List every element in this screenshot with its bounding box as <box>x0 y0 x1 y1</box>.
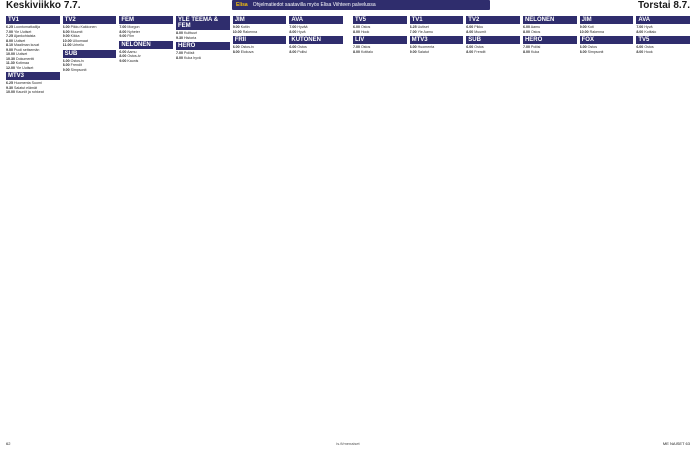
program-time: 8.00 <box>62 63 70 67</box>
program-time: 7.00 <box>176 51 184 55</box>
program-time: 10.00 <box>232 29 242 34</box>
channel-header: TV5 <box>353 16 407 24</box>
program-title: Ostos-tv <box>70 58 85 63</box>
program-item <box>6 66 60 71</box>
program-time: 7.00 <box>352 45 360 49</box>
program-title: Ostos <box>297 45 307 49</box>
program-item <box>119 59 173 64</box>
program-time: 9.00 <box>62 34 70 38</box>
program-time: 10.00 <box>6 52 15 56</box>
program-time: 8.00 <box>119 54 127 58</box>
program-item <box>353 30 407 35</box>
channel-header: NELONEN <box>523 16 577 24</box>
program-title: Ostos <box>360 25 371 29</box>
channel-header: TV1 <box>6 16 60 24</box>
program-title: Kikka <box>70 34 80 38</box>
listing-column <box>466 14 520 438</box>
program-time: 6.25 <box>409 25 417 29</box>
program-title: Simpsonit <box>70 67 87 72</box>
elisa-logo: Elisa <box>236 2 248 8</box>
channel-header: MTV3 <box>6 72 60 80</box>
channel-header: SUB <box>63 50 117 58</box>
program-item <box>580 50 634 55</box>
program-time: 8.00 <box>636 29 644 34</box>
program-title: Hyvä <box>297 29 306 34</box>
program-time: 7.00 <box>289 25 297 29</box>
program-title: Kaunis <box>127 58 139 63</box>
program-time: 9.30 <box>6 85 13 90</box>
program-time: 7.00 <box>522 45 530 49</box>
program-title: Uutiset <box>417 25 429 29</box>
channel-header: KUTONEN <box>289 36 343 44</box>
program-time: 8.00 <box>522 29 530 34</box>
program-title: Rakenna <box>589 29 605 34</box>
program-time: 6.00 <box>466 45 474 49</box>
program-item <box>6 90 60 95</box>
program-title: Ostos <box>587 45 598 49</box>
channel-header: SUB <box>466 36 520 44</box>
program-time: 10.00 <box>62 38 72 43</box>
program-item <box>523 50 577 55</box>
footer-right-page: 63 <box>685 441 690 446</box>
program-time: 8.00 <box>62 29 70 34</box>
program-title: Maailman kuvat <box>14 43 40 47</box>
channel-header: FOX <box>580 36 634 44</box>
program-title: Yle Uutiset <box>15 65 34 70</box>
program-time: 8.00 <box>466 49 474 54</box>
program-time: 8.00 <box>176 31 184 35</box>
program-time: 7.00 <box>6 29 13 34</box>
program-time: 10.30 <box>6 56 15 61</box>
program-item <box>466 30 520 35</box>
program-title: Koti <box>587 25 594 29</box>
page-footer <box>0 441 696 450</box>
channel-header: AVA <box>289 16 343 24</box>
program-title: Puoli seitsemän <box>14 47 40 52</box>
program-time: 8.00 <box>352 29 360 34</box>
program-time: 7.00 <box>409 29 417 34</box>
program-title: Nyheter <box>127 29 140 34</box>
program-time: 6.00 <box>119 49 127 54</box>
program-time: 6.00 <box>62 25 70 29</box>
program-item <box>233 30 287 35</box>
program-title: Kauniit ja rohkeat <box>16 90 44 94</box>
program-title: Ostos <box>644 45 654 49</box>
ad-banner[interactable] <box>232 0 490 10</box>
program-time: 8.10 <box>6 43 13 47</box>
program-title: Kotitalo <box>360 49 373 54</box>
program-time: 9.00 <box>119 34 127 38</box>
channel-header: MTV3 <box>410 36 464 44</box>
program-title: Yle Aamu <box>417 29 433 34</box>
channel-header: TV2 <box>466 16 520 24</box>
program-item <box>176 36 230 41</box>
spread-gutter <box>346 14 350 438</box>
program-title: Elokuva <box>240 49 254 54</box>
program-title: Historia <box>184 35 197 40</box>
program-title: Aamu <box>127 49 137 54</box>
program-title: Poliisi <box>297 49 307 54</box>
program-item <box>466 50 520 55</box>
program-item <box>636 50 690 55</box>
program-time: 6.25 <box>6 25 13 29</box>
program-time: 8.00 <box>119 29 127 34</box>
listing-column <box>353 14 407 438</box>
program-title: Ostos-tv <box>240 45 255 49</box>
program-item <box>353 50 407 55</box>
program-time: 9.00 <box>409 49 417 54</box>
page-header <box>0 0 696 12</box>
page-number-right <box>663 441 690 446</box>
channel-header: FRII <box>233 36 287 44</box>
program-title: Rakenna <box>242 29 258 34</box>
ad-text: Ohjelmatiedot saatavilla myös Elisa Viihteen palvelussa <box>252 2 376 8</box>
program-title: Kotitalo <box>644 29 657 34</box>
listing-column <box>410 14 464 438</box>
program-title: Ajankohtaista <box>13 34 36 38</box>
channel-header: TV1 <box>410 16 464 24</box>
program-item <box>410 50 464 55</box>
program-title: Hook <box>360 29 370 34</box>
program-title: Yle Uutiset <box>13 29 32 34</box>
program-item <box>289 50 343 55</box>
program-title: Huomenta <box>417 45 435 49</box>
program-title: Frendit <box>474 49 486 54</box>
program-time: 8.00 <box>636 49 644 54</box>
program-title: Ulkomaat <box>72 38 88 43</box>
channel-header: AVA <box>636 16 690 24</box>
program-title: Kulttuuri <box>184 31 198 35</box>
listing-column <box>233 14 287 438</box>
program-item <box>176 56 230 61</box>
day-left-title: Keskiviikko 7.7. <box>6 0 81 11</box>
program-title: Uutiset <box>14 38 26 43</box>
program-time: 9.00 <box>62 67 70 72</box>
program-title: Pikku Kakkonen <box>70 25 97 29</box>
program-time: 8.00 <box>522 49 530 54</box>
program-item <box>580 30 634 35</box>
program-time: 6.00 <box>579 45 587 49</box>
program-title: Salatut elämät <box>14 85 37 90</box>
program-time: 8.00 <box>289 49 297 54</box>
program-title: Pikku <box>474 25 484 29</box>
program-time: 6.00 <box>232 45 240 49</box>
channel-header: NELONEN <box>119 41 173 49</box>
program-title: Ostos <box>530 29 541 34</box>
program-title: Kotimaa <box>15 61 29 65</box>
program-time: 11.00 <box>62 43 72 47</box>
channel-header: TV2 <box>63 16 117 24</box>
channel-header: HERO <box>523 36 577 44</box>
channel-header: JIM <box>580 16 634 24</box>
listing-column <box>289 14 343 438</box>
program-time: 9.00 <box>232 25 240 29</box>
listing-column <box>63 14 117 438</box>
listing-column <box>636 14 690 438</box>
program-time: 7.25 <box>6 34 13 38</box>
program-title: Urheilu <box>72 43 84 47</box>
listing-column <box>176 14 230 438</box>
program-time: 8.00 <box>289 29 297 34</box>
program-title: Film <box>127 34 135 38</box>
tv-listing-columns <box>6 14 690 438</box>
program-title: Aamu <box>530 25 541 29</box>
program-time: 7.00 <box>636 25 644 29</box>
program-time: 6.00 <box>289 45 297 49</box>
program-time: 10.00 <box>579 29 589 34</box>
program-time: 8.00 <box>176 55 184 60</box>
day-right-title: Torstai 8.7. <box>637 0 690 11</box>
program-time: 6.00 <box>522 25 530 29</box>
program-time: 8.00 <box>352 49 360 54</box>
program-time: 8.00 <box>466 29 474 34</box>
program-title: Kuka <box>530 49 540 54</box>
program-title: Ostos <box>474 45 484 49</box>
channel-header: TV5 <box>636 36 690 44</box>
channel-header: LIV <box>353 36 407 44</box>
program-title: Poliisit <box>184 51 195 55</box>
program-title: Dokumentti <box>16 56 35 61</box>
footer-right-label: ME NAISET <box>662 441 685 446</box>
listing-column <box>6 14 60 438</box>
program-time: 6.25 <box>6 81 13 85</box>
program-title: Hook <box>644 49 653 54</box>
program-time: 6.00 <box>409 45 417 49</box>
program-time: 6.00 <box>352 25 360 29</box>
program-time: 8.00 <box>6 38 13 43</box>
program-title: Uutiset <box>16 52 28 56</box>
program-time: 6.00 <box>636 45 644 49</box>
program-title: Muumit <box>70 29 83 34</box>
program-item <box>119 34 173 39</box>
program-time: 6.00 <box>466 25 474 29</box>
program-title: Morgon <box>127 25 140 29</box>
program-item <box>233 50 287 55</box>
program-title: Kuka hyvä <box>184 55 201 60</box>
program-time: 10.00 <box>6 90 15 94</box>
footer-center-url: is.fi/menaiset <box>336 441 360 446</box>
listing-column <box>523 14 577 438</box>
listing-column <box>119 14 173 438</box>
program-title: Hyvä <box>644 25 653 29</box>
program-time: 8.00 <box>232 49 240 54</box>
program-title: Huomenta Suomi <box>14 81 42 85</box>
program-title: Frendit <box>70 63 82 67</box>
program-item <box>523 30 577 35</box>
program-item <box>63 43 117 48</box>
program-title: Ostos-tv <box>127 54 141 58</box>
program-item <box>63 68 117 73</box>
channel-header: FEM <box>119 16 173 24</box>
page-number-left: 62 <box>6 441 11 446</box>
channel-header: YLE TEEMA & FEM <box>176 16 230 30</box>
program-time: 9.00 <box>579 25 587 29</box>
program-title: Simpsonit <box>587 49 604 54</box>
channel-header: JIM <box>233 16 287 24</box>
program-item <box>636 30 690 35</box>
program-title: Poliisi <box>530 45 541 49</box>
program-time: 11.30 <box>6 61 15 65</box>
program-title: Ostos <box>360 45 371 49</box>
program-title: Muumit <box>474 29 487 34</box>
program-time: 9.30 <box>176 35 184 40</box>
program-time: 9.00 <box>119 58 127 63</box>
program-time: 12.00 <box>6 65 15 70</box>
program-time: 7.00 <box>119 25 127 29</box>
channel-header: HERO <box>176 42 230 50</box>
listing-column <box>580 14 634 438</box>
program-time: 8.00 <box>579 49 587 54</box>
program-item <box>410 30 464 35</box>
program-title: Luontomatkailija <box>14 25 40 29</box>
program-title: Hyvää <box>297 25 308 29</box>
program-item <box>289 30 343 35</box>
program-title: Kotiin <box>240 25 250 29</box>
program-time: 9.00 <box>6 47 13 52</box>
program-title: Salatut <box>417 49 429 54</box>
program-time: 6.00 <box>62 58 70 63</box>
